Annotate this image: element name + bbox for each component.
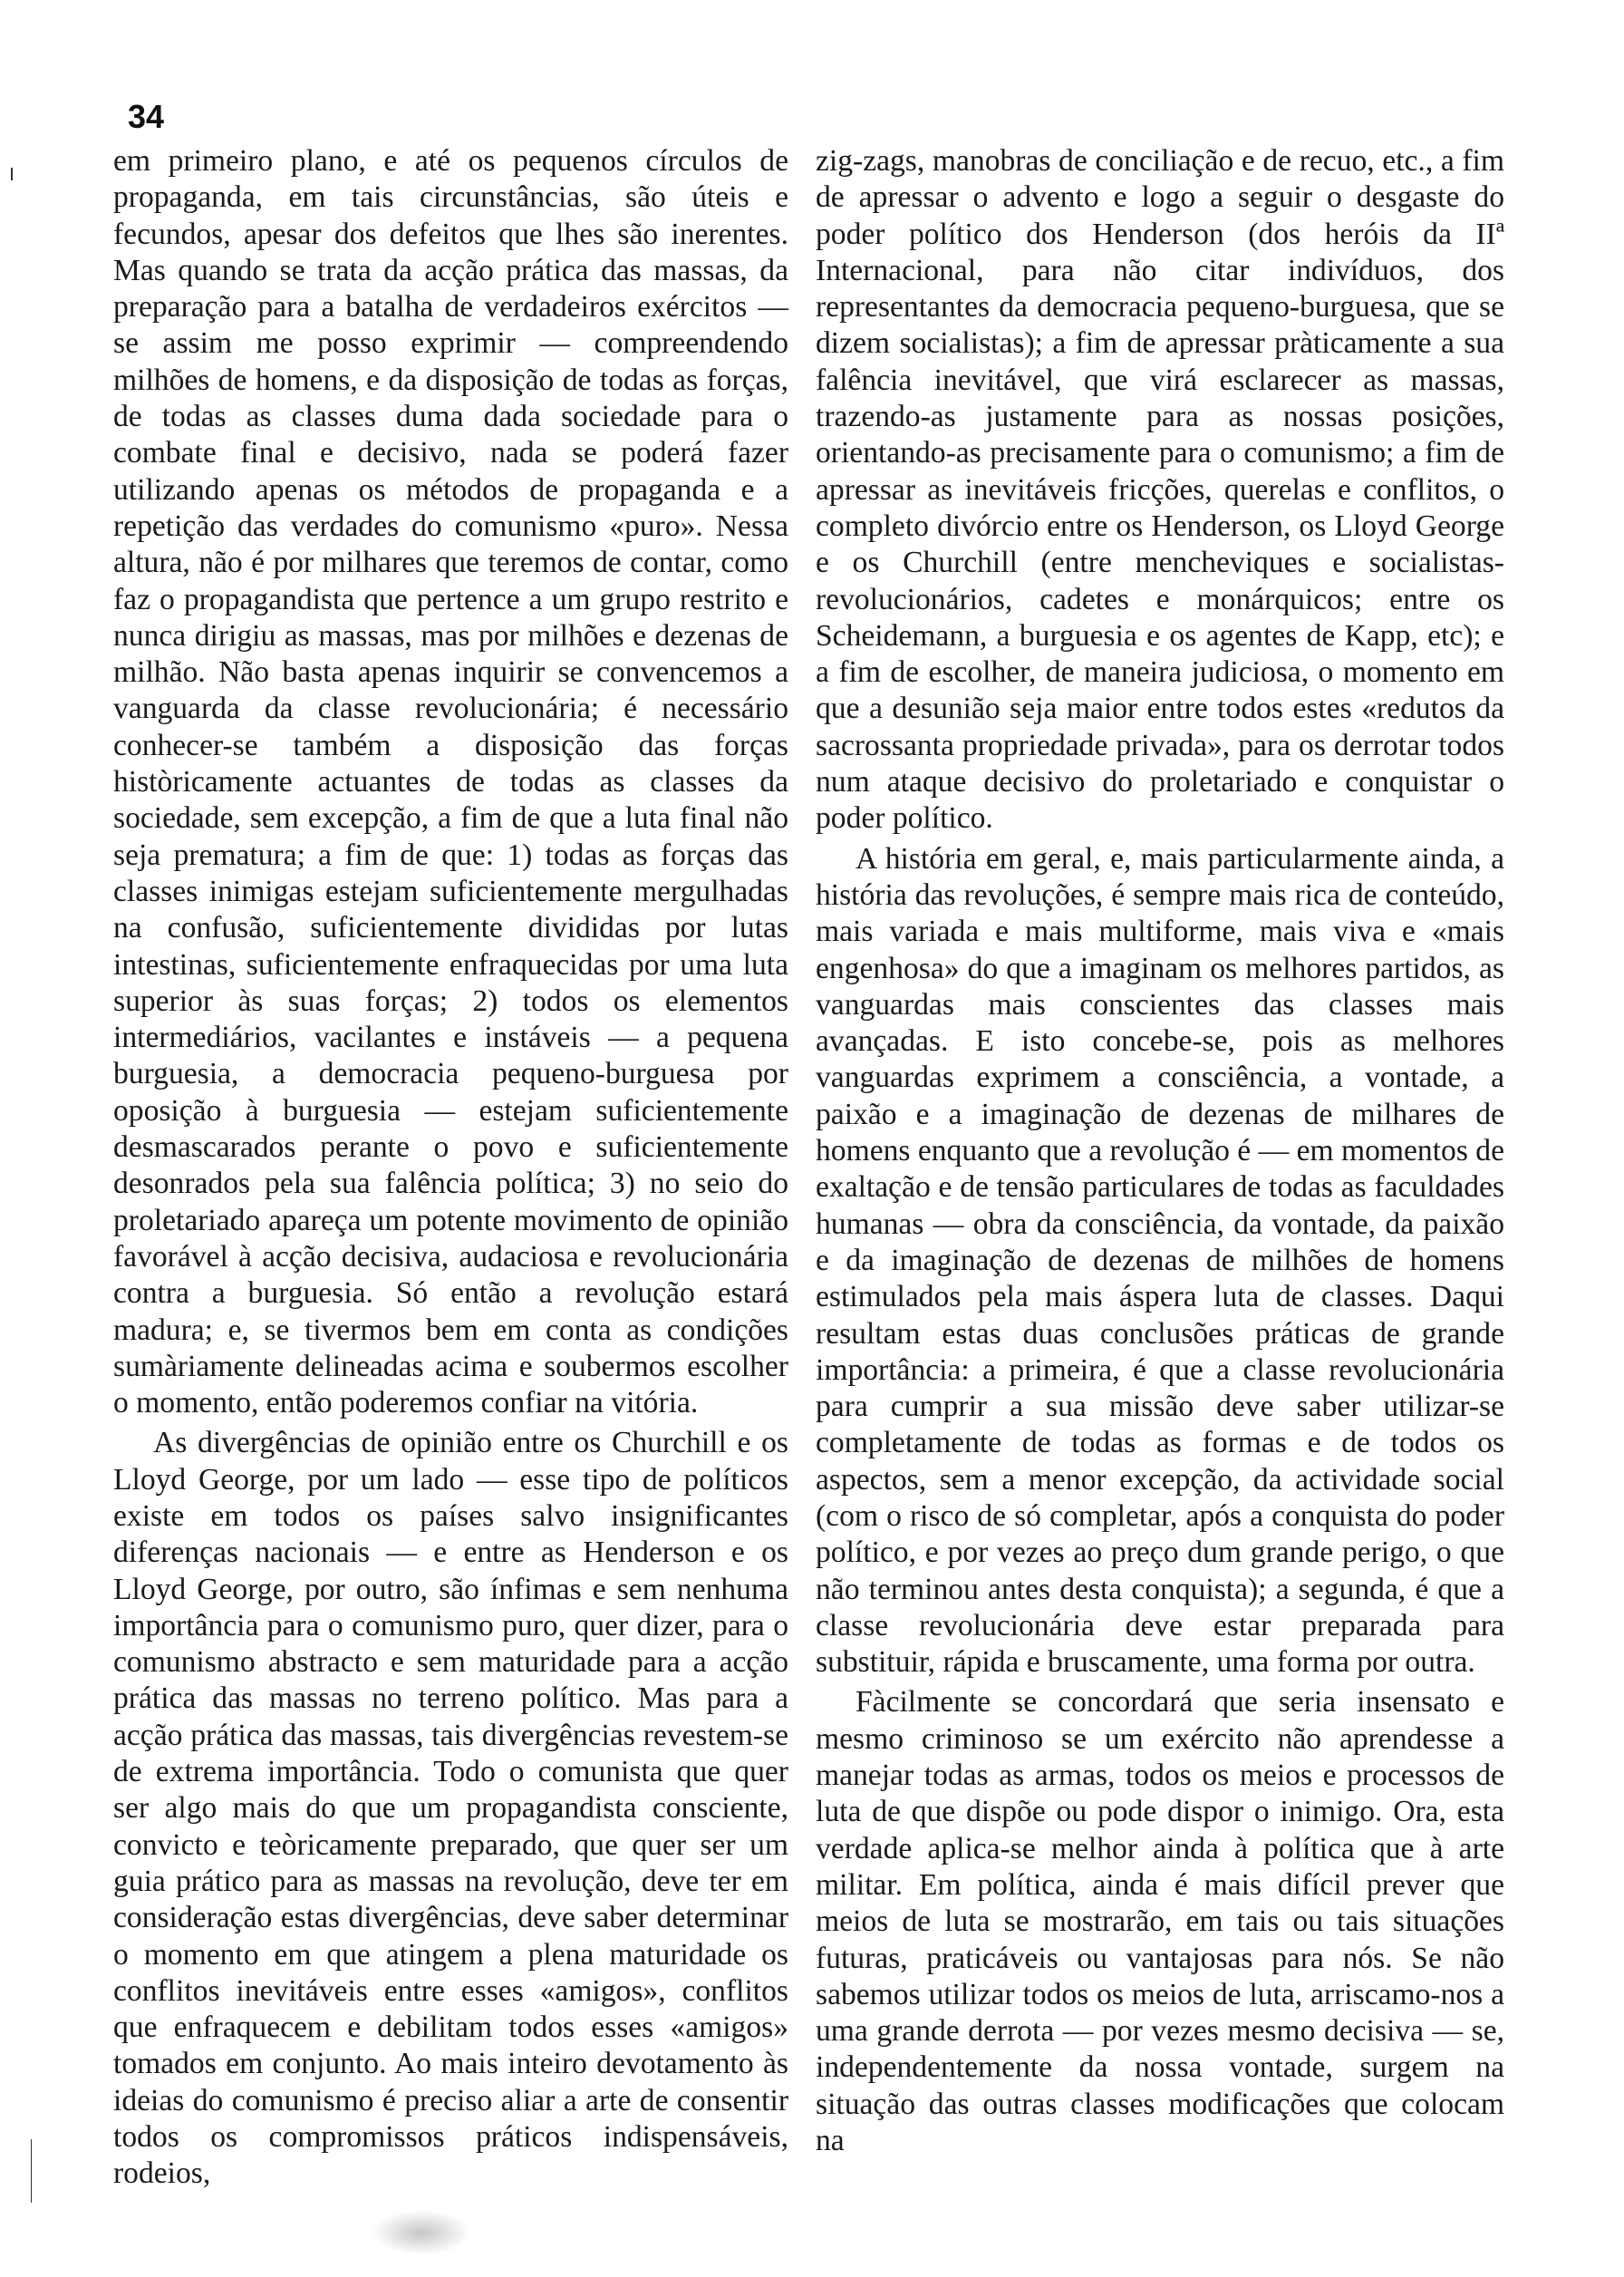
- paragraph: zig-zags, manobras de conciliação e de recuo, etc., a fim de apressar o advento e logo a seguir o desgaste do poder político dos Henderson (dos heróis da IIª Internacional, para não citar indivíduos, dos representantes da democracia pequeno-burguesa, que se dizem socialistas); a fim de apressar pràticamente a sua falência inevitável, que virá esclarecer as massas, trazendo-as justamente para as nossas posições, orientando-as precisamente para o comunismo; a fim de apressar as inevitáveis fricções, querelas e conflitos, o completo divórcio entre os Henderson, os Lloyd George e os Churchill (entre mencheviques e socialistas-revolucionários, cadetes e monárquicos; entre os Scheidemann, a burguesia e os agentes de Kapp, etc); e a fim de escolher, de maneira judiciosa, o momento em que a desunião seja maior entre todos estes «redutos da sacrossanta propriedade privada», para os derrotar todos num ataque decisivo do proletariado e conquistar o poder político.: [816, 144, 1504, 836]
- ink-smudge: [372, 2210, 471, 2255]
- paragraph: As divergências de opinião entre os Churchill e os Lloyd George, por um lado — esse tipo de políticos existe em todos os países salvo insignificantes diferenças nacionais — e entre as Henderson e os Lloyd George, por outro, são ínfimas e sem nenhuma importância para o comunismo puro, quer dizer, para o comunismo abstracto e sem maturidade para a acção prática das massas no terreno político. Mas para a acção prática das massas, tais divergências revestem-se de extrema importância. Todo o comunista que quer ser algo mais do que um propagandista consciente, convicto e teòricamente preparado, que quer ser um guia prático para as massas na revolução, deve ter em consideração estas divergências, deve saber determinar o momento em que atingem a plena maturidade os conflitos inevitáveis entre esses «amigos», conflitos que enfraquecem e debilitam todos esses «amigos» tomados em conjunto. Ao mais inteiro devotamento às ideias do comunismo é preciso aliar a arte de consentir todos os compromissos práticos indispensáveis, rodeios,: [113, 1426, 788, 2191]
- margin-mark: [31, 2139, 32, 2203]
- page-number: 34: [128, 98, 165, 135]
- paragraph: A história em geral, e, mais particularmente ainda, a história das revoluções, é sempre mais rica de conteúdo, mais variada e mais multiforme, mais viva e «mais engenhosa» do que a imaginam os melhores partidos, as vanguardas mais conscientes das classes mais avançadas. E isto concebe-se, pois as melhores vanguardas exprimem a consciência, a vontade, a paixão e a imaginação de dezenas de milhares de homens enquanto que a revolução é — em momentos de exaltação e de tensão particulares de todas as faculdades humanas — obra da consciência, da vontade, da paixão e da imaginação de dezenas de milhões de homens estimulados pela mais áspera luta de classes. Daqui resultam estas duas conclusões práticas de grande importância: a primeira, é que a classe revolucionária para cumprir a sua missão deve saber utilizar-se completamente de todas as formas e de todos os aspectos, sem a menor excepção, da actividade social (com o risco de só completar, após a conquista do poder político, e por vezes ao preço dum grande perigo, o que não terminou antes desta conquista); a segunda, é que a classe revolucionária deve estar preparada para substituir, rápida e bruscamente, uma forma por outra.: [816, 841, 1504, 1680]
- right-column: [816, 143, 1504, 2159]
- margin-mark: [11, 168, 13, 180]
- paragraph: em primeiro plano, e até os pequenos círculos de propaganda, em tais circunstâncias, são úteis e fecundos, apesar dos defeitos que lhes são inerentes. Mas quando se trata da acção prática das massas, da preparação para a batalha de verdadeiros exércitos — se assim me posso exprimir — compreendendo milhões de homens, e da disposição de todas as forças, de todas as classes duma dada sociedade para o combate final e decisivo, nada se poderá fazer utilizando apenas os métodos de propaganda e a repetição das verdades do comunismo «puro». Nessa altura, não é por milhares que teremos de contar, como faz o propagandista que pertence a um grupo restrito e nunca dirigiu as massas, mas por milhões e dezenas de milhão. Não basta apenas inquirir se convencemos a vanguarda da classe revolucionária; é necessário conhecer-se também a disposição das forças històricamente actuantes de todas as classes da sociedade, sem excepção, a fim de que a luta final não seja prematura; a fim de que: 1) todas as forças das classes inimigas estejam suficientemente mergulhadas na confusão, suficientemente divididas por lutas intestinas, suficientemente enfraquecidas por uma luta superior às suas forças; 2) todos os elementos intermediários, vacilantes e instáveis — a pequena burguesia, a democracia pequeno-burguesa por oposição à burguesia — estejam suficientemente desmascarados perante o povo e suficientemente desonrados pela sua falência política; 3) no seio do proletariado apareça um potente movimento de opinião favorável à acção decisiva, audaciosa e revolucionária contra a burguesia. Só então a revolução estará madura; e, se tivermos bem em conta as condições sumàriamente delineadas acima e soubermos escolher o momento, então poderemos confiar na vitória.: [113, 144, 788, 1420]
- paragraph: Fàcilmente se concordará que seria insensato e mesmo criminoso se um exército não aprendesse a manejar todas as armas, todos os meios e processos de luta de que dispõe ou pode dispor o inimigo. Ora, esta verdade aplica-se melhor ainda à política que à arte militar. Em política, ainda é mais difícil prever que meios de luta se mostrarão, em tais ou tais situações futuras, praticáveis ou vantajosas para nós. Se não sabemos utilizar todos os meios de luta, arriscamo-nos a uma grande derrota — por vezes mesmo decisiva — se, independentemente da nossa vontade, surgem na situação das outras classes modificações que colocam na: [816, 1685, 1504, 2158]
- left-column: [113, 143, 788, 2193]
